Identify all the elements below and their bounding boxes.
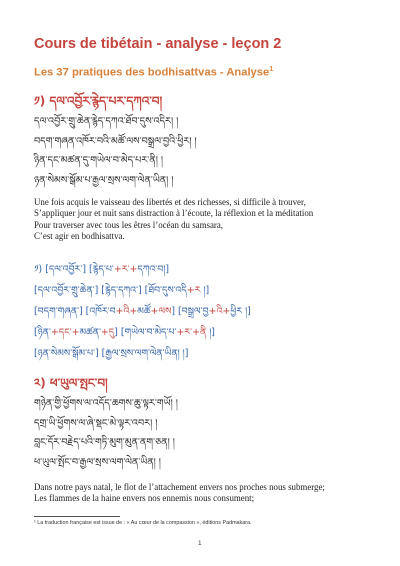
analysis-segment: +	[113, 264, 122, 275]
analysis-segment: ཕྱིར	[230, 306, 243, 317]
footnote: ¹ La traduction française est issue de : « Au cœur de la compassion », éditions Padmakara.	[34, 520, 252, 526]
analysis-segment: +	[186, 285, 195, 296]
analysis-segment: ] [	[82, 264, 93, 275]
analysis-line	[34, 322, 251, 343]
analysis-segment: ] [གཡེལ་བ་མེད་པ་	[114, 327, 177, 338]
section-1-verse	[34, 112, 197, 190]
footnote-divider	[34, 516, 120, 517]
verse-line: བླང་དོར་བརྗེད་པའི་གཏི་མུག་མུན་ནག་ཅན། །	[34, 437, 175, 448]
footnote-mark: 1	[269, 66, 274, 73]
translation-line: S’appliquer jour et nuit sans distraction à l’écoute, la réflexion et la méditation	[34, 208, 314, 219]
analysis-segment: +	[176, 327, 185, 338]
analysis-segment: [	[45, 264, 49, 275]
analysis-segment: +	[129, 264, 138, 275]
analysis-segment: +	[208, 306, 217, 317]
analysis-segment: །]	[242, 306, 251, 317]
analysis-segment: +	[100, 327, 109, 338]
section-2-verse	[34, 394, 178, 472]
analysis-segment: །]	[206, 327, 215, 338]
analysis-segment: +	[192, 327, 200, 338]
analysis-line	[34, 301, 251, 322]
analysis-segment: ར་	[184, 327, 193, 338]
section-2-translation	[34, 482, 325, 505]
analysis-segment: འི	[123, 306, 130, 317]
analysis-segment: [བདག་གཞན་] [འཁོར་བ	[34, 306, 116, 317]
translation-line: Pour traverser avec tous les êtres l’océan du samsara,	[34, 219, 224, 230]
analysis-segment: +	[222, 306, 231, 317]
analysis-segment: མཚན་	[79, 327, 101, 338]
verse-line: ཕ་ཡུལ་སྤོང་བ་རྒྱལ་སྲས་ལག་ལེན་ཡིན། །	[34, 456, 161, 468]
analysis-segment: །]	[163, 264, 170, 275]
analysis-segment: དཀའ་བ	[137, 264, 164, 275]
analysis-segment: [ཉན་སེམས་སྒོམ་པ་] [རྒྱལ་སྲས་ལག་ལེན་ཡིན། །]	[34, 348, 189, 359]
analysis-segment: ནི	[199, 327, 207, 338]
analysis-segment: ར	[194, 285, 201, 296]
analysis-segment: ༡)	[34, 264, 46, 275]
translation-line: Une fois acquis le vaisseau des libertés et des richesses, si difficile à trouver,	[34, 197, 306, 207]
verse-line: དལ་འབྱོར་གྲུ་ཆེན་རྙེད་དཀའ་ཐོབ་དུས་འདིར། །	[34, 116, 179, 127]
analysis-segment: +	[129, 306, 138, 317]
analysis-segment: +	[150, 306, 159, 317]
verse-line: གཉེན་གྱི་ཕྱོགས་ལ་འདོད་ཆགས་ཆུ་ལྟར་གཡོ། །	[34, 398, 178, 409]
translation-line: C’est agir en bodhisattva.	[34, 231, 125, 242]
analysis-segment: དང་	[58, 327, 72, 338]
verse-line: ཉན་སེམས་སྒོམ་པ་རྒྱལ་སྲས་ལག་ལེན་ཡིན། །	[34, 174, 174, 186]
analysis-heading	[34, 259, 251, 280]
analysis-segment: དལ་འབྱོར་	[48, 264, 83, 275]
analysis-segment: +	[115, 306, 124, 317]
analysis-segment: མཚོ	[137, 306, 151, 317]
section-1-translation	[34, 197, 313, 243]
analysis-segment: འི	[216, 306, 223, 317]
verse-line: དགྲ་ཡི་ཕྱོགས་ལ་ཞེ་སྡང་མེ་ལྟར་འབར། །	[34, 417, 158, 429]
section-2-heading: ༢) ཕ་ཡུལ་སྤང་བ།	[34, 376, 108, 390]
translation-line: Dans notre pays natal, le flot de l’attachement envers nos proches nous submerge;	[34, 482, 325, 492]
analysis-segment: ལས	[158, 306, 172, 317]
analysis-segment: [ཉིན་	[34, 327, 51, 338]
analysis-line	[34, 280, 251, 301]
page-number: 1	[198, 540, 202, 547]
analysis-segment: ] [བསྒྲལ་བྱ	[171, 306, 209, 317]
analysis-segment: [དལ་འབྱོར་གྲུ་ཆེན་] [རྙེད་དཀའ་] [ཐོབ་དུས་འདི	[34, 285, 187, 296]
section-1-analysis	[34, 259, 251, 364]
analysis-segment: +	[50, 327, 59, 338]
verse-line: ཉིན་དང་མཚན་དུ་གཡེལ་བ་མེད་པར་ནི། །	[34, 155, 164, 166]
translation-line: Les flammes de la haine envers nos ennemis nous consument;	[34, 493, 255, 504]
page-subtitle: Les 37 pratiques des bodhisattvas - Analyse$^1$	[34, 66, 274, 79]
verse-line: བདག་གཞན་འཁོར་བའི་མཚོ་ལས་བསྒྲལ་བྱའི་ཕྱིར། །	[34, 135, 197, 147]
page-title: Cours de tibétain - analyse - leçon 2	[34, 36, 282, 52]
analysis-line	[34, 343, 251, 364]
analysis-segment: དུ	[108, 327, 115, 338]
analysis-segment: རྙེད་པ་	[92, 264, 114, 275]
analysis-segment: +	[71, 327, 80, 338]
analysis-segment: ར་	[121, 264, 130, 275]
analysis-segment: །]	[200, 285, 210, 296]
section-1-heading: ༡) དལ་འབྱོར་རྙེད་པར་དཀའ་བ།	[34, 94, 163, 108]
